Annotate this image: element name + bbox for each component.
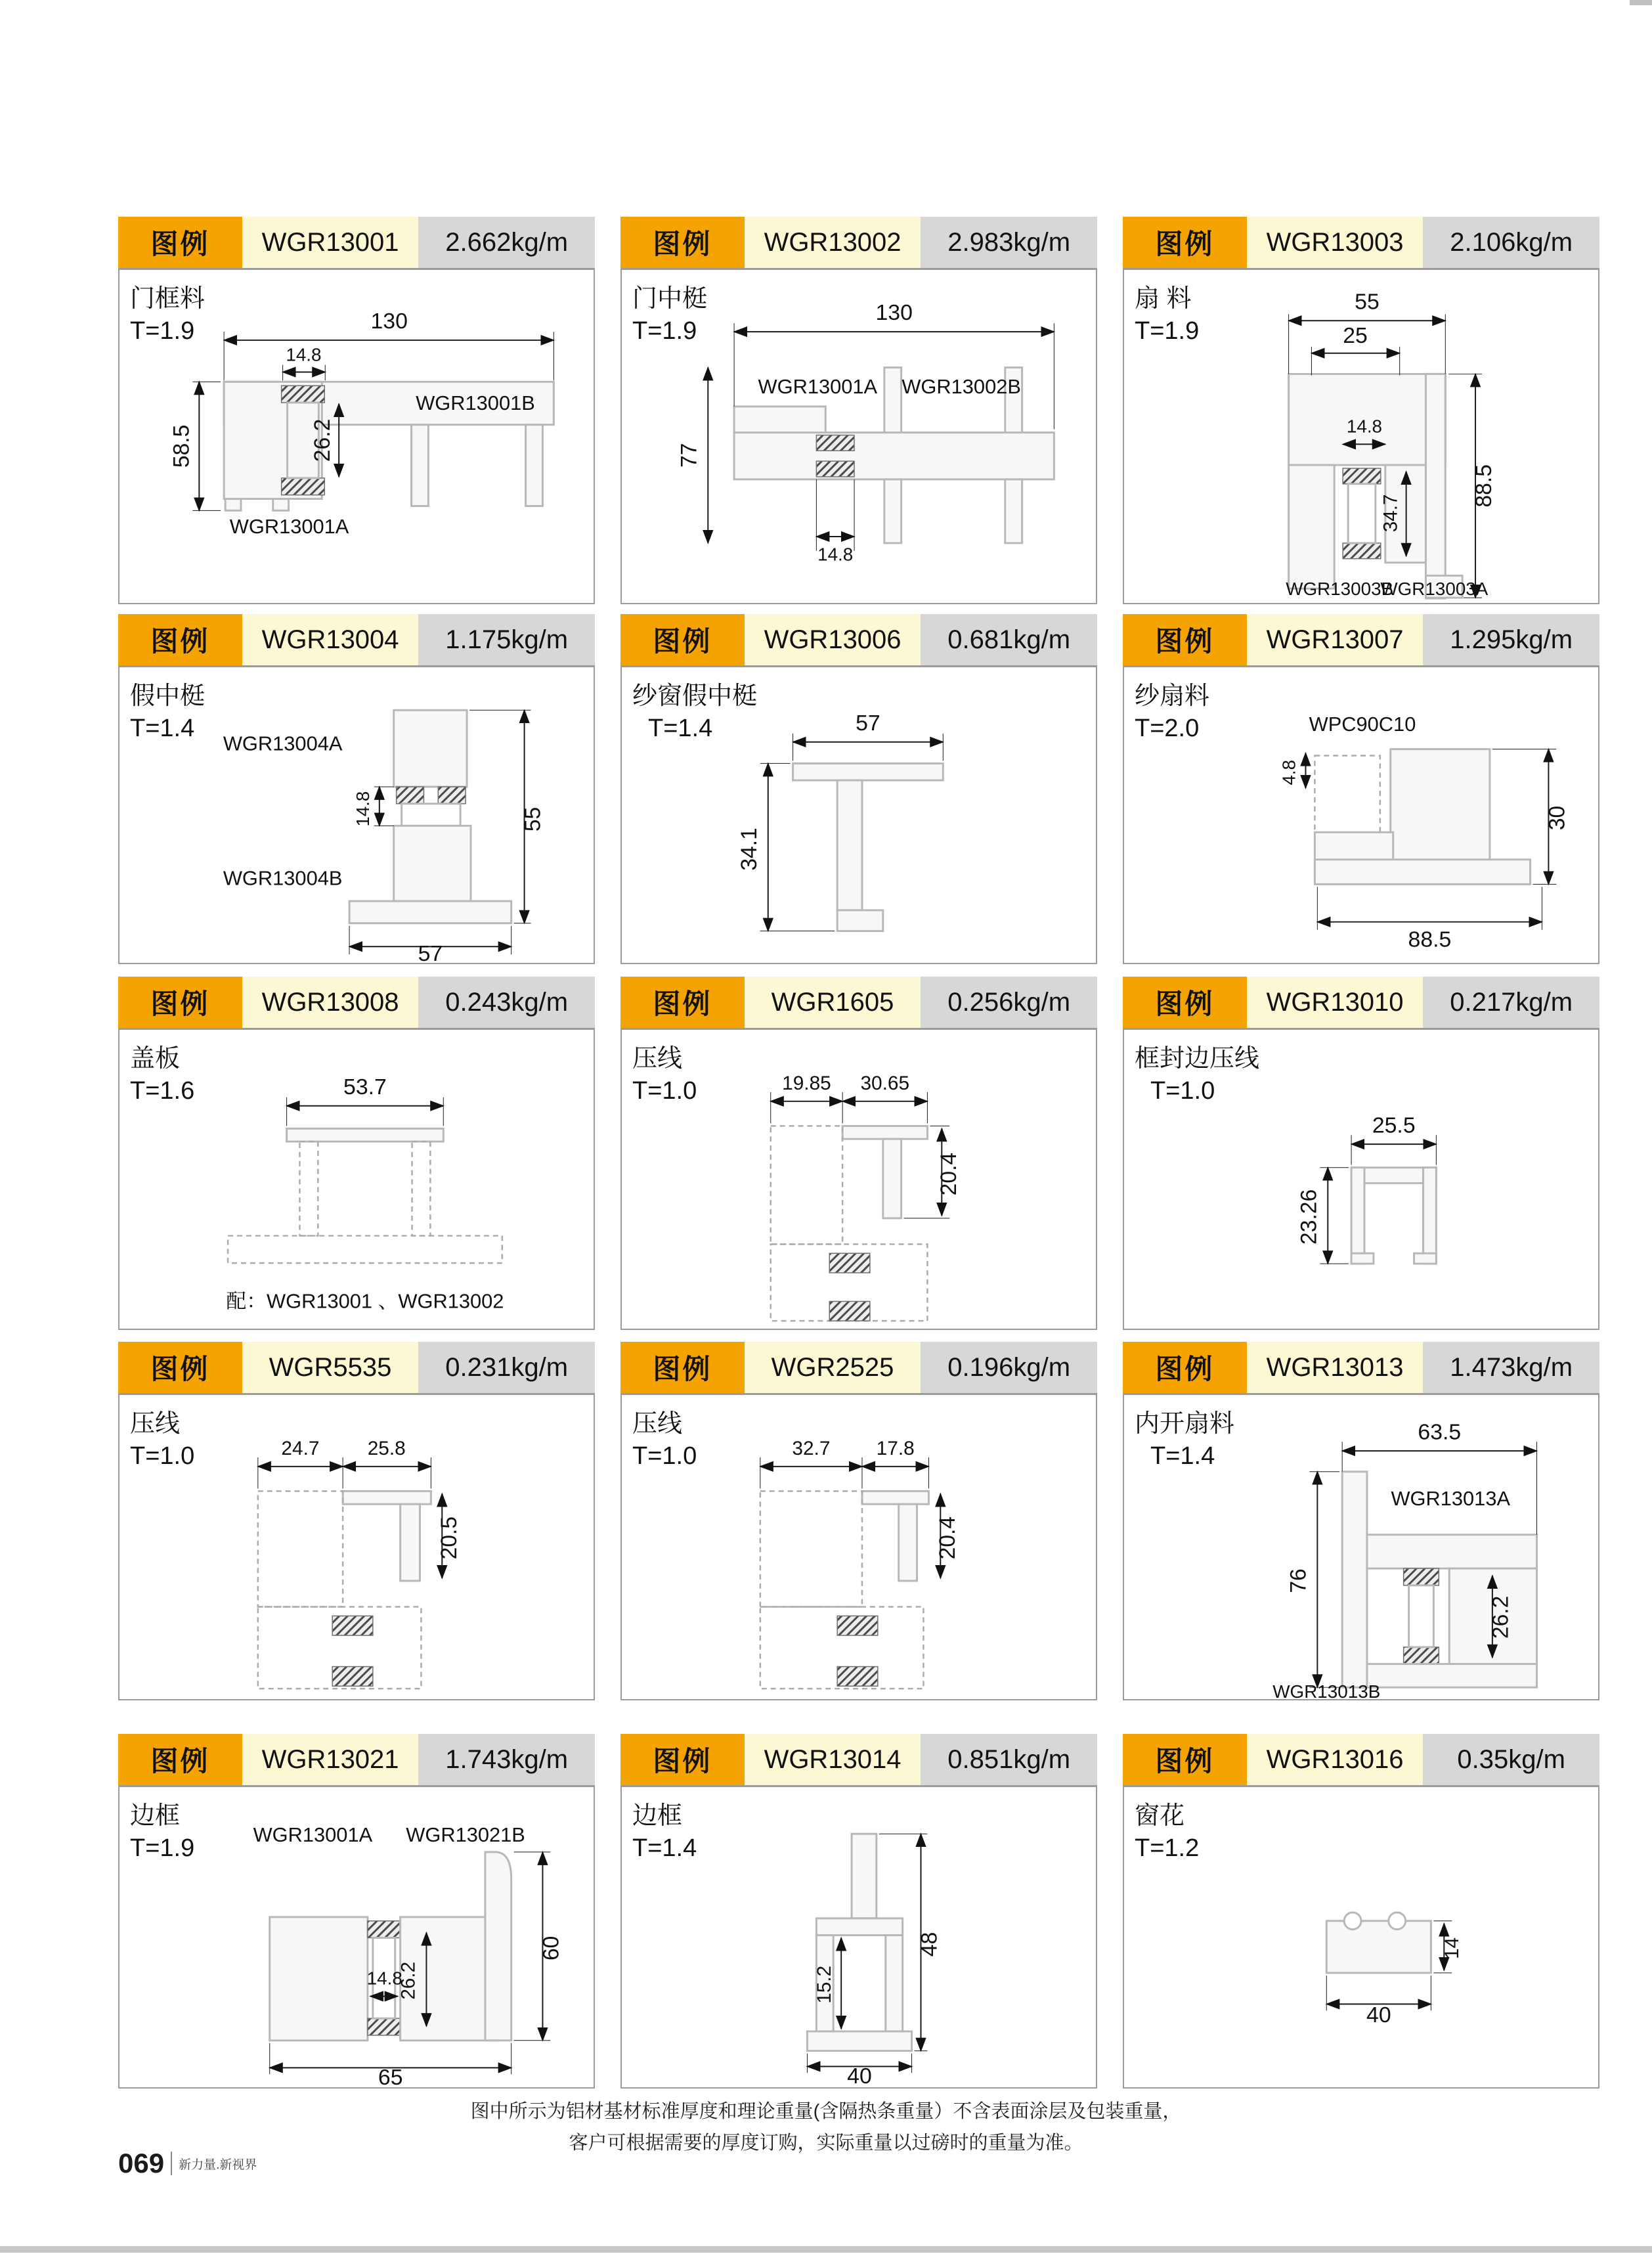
profile-weight: 1.473kg/m <box>1423 1342 1599 1393</box>
profile-code: WGR13021 <box>242 1734 419 1785</box>
dimensions <box>226 1074 504 1312</box>
footer-note-line2: 客户可根据需要的厚度订购，实际重量以过磅时的重量为准。 <box>569 2133 1083 2154</box>
profile-code: WGR13002 <box>745 217 921 268</box>
card-header <box>620 614 1097 665</box>
legend-badge: 图例 <box>620 614 745 665</box>
card-body <box>620 1785 1097 2089</box>
part-label: WGR13004A <box>223 732 343 755</box>
part-label: WGR13003B <box>1286 579 1394 600</box>
card-header <box>1123 1342 1599 1393</box>
profile-shape <box>1315 749 1530 885</box>
profile-shape <box>349 710 511 923</box>
profile-diagram-wgr13021 <box>120 1787 594 2087</box>
profile-thickness: T=1.6 <box>130 1077 195 1105</box>
profile-name: 纱窗假中梃 <box>632 682 758 710</box>
dim-label: 88.5 <box>1471 464 1496 508</box>
profile-thickness: T=1.4 <box>632 1834 697 1862</box>
profile-code: WGR13006 <box>745 614 921 665</box>
dim-label: 34.1 <box>736 828 762 871</box>
legend-badge: 图例 <box>1123 1342 1247 1393</box>
profile-card-wgr13001 <box>118 217 595 604</box>
profile-card-wgr13007 <box>1123 614 1599 964</box>
profile-diagram-wgr1605 <box>622 1030 1096 1329</box>
profile-name: 压线 <box>632 1045 683 1073</box>
profile-weight: 0.851kg/m <box>921 1734 1097 1785</box>
card-header <box>1123 1734 1599 1785</box>
profile-code: WGR13014 <box>745 1734 921 1785</box>
dim-label: 40 <box>847 2064 872 2087</box>
profile-diagram-wgr13010 <box>1124 1030 1598 1329</box>
dim-label: 65 <box>378 2065 403 2087</box>
card-header <box>620 1734 1097 1785</box>
part-label: WGR13003A <box>1380 579 1489 600</box>
dimensions <box>223 710 546 963</box>
profile-code: WGR5535 <box>242 1342 419 1393</box>
dim-label: 63.5 <box>1418 1419 1462 1445</box>
profile-thickness: T=1.0 <box>1150 1077 1215 1105</box>
dim-label: 14.8 <box>352 791 373 827</box>
profile-thickness: T=1.2 <box>1135 1834 1200 1862</box>
profile-shape <box>760 1491 929 1689</box>
profile-weight: 0.35kg/m <box>1423 1734 1599 1785</box>
dim-label: 88.5 <box>1408 927 1452 952</box>
profile-weight: 0.196kg/m <box>921 1342 1097 1393</box>
card-header <box>1123 977 1599 1028</box>
profile-thickness: T=1.9 <box>632 317 697 345</box>
page-number-divider <box>171 2152 172 2175</box>
dim-label: 19.85 <box>782 1073 831 1094</box>
page-bottom-bar <box>0 2246 1652 2253</box>
profile-code: WGR13008 <box>242 977 419 1028</box>
profile-name: 盖板 <box>130 1045 181 1073</box>
card-body <box>1123 665 1599 964</box>
card-body <box>118 1028 595 1330</box>
dim-label: 14.8 <box>366 1968 402 1989</box>
profile-card-wgr13003 <box>1123 217 1599 604</box>
card-body <box>620 665 1097 964</box>
card-body <box>620 268 1097 604</box>
profile-shape <box>1351 1168 1436 1264</box>
card-body <box>1123 1028 1599 1330</box>
profile-weight: 1.743kg/m <box>418 1734 595 1785</box>
dimensions <box>258 1438 462 1578</box>
dim-label: 60 <box>538 1936 564 1961</box>
profile-card-wgr13016 <box>1123 1734 1599 2089</box>
profile-card-wgr13021 <box>118 1734 595 2089</box>
card-body <box>1123 1785 1599 2089</box>
profile-card-wgr13010 <box>1123 977 1599 1330</box>
dim-label: 20.4 <box>936 1152 962 1196</box>
page-corner-mark <box>1630 0 1652 5</box>
pairing-caption: 配：WGR13001 、WGR13002 <box>226 1289 504 1313</box>
profile-name: 边框 <box>130 1802 181 1830</box>
card-header <box>118 977 595 1028</box>
profile-code: WGR13016 <box>1247 1734 1424 1785</box>
card-header <box>118 217 595 268</box>
legend-badge: 图例 <box>118 977 242 1028</box>
dimensions <box>760 1438 960 1578</box>
profile-card-wgr1605 <box>620 977 1097 1330</box>
page-number-block <box>118 2148 257 2179</box>
profile-diagram-wgr13008 <box>120 1030 594 1329</box>
dim-label: 26.2 <box>310 418 336 462</box>
part-label: WPC90C10 <box>1309 713 1416 736</box>
legend-badge: 图例 <box>620 1342 745 1393</box>
profile-code: WGR2525 <box>745 1342 921 1393</box>
dim-label: 30.65 <box>860 1073 910 1094</box>
profile-diagram-wgr13016 <box>1124 1787 1598 2087</box>
profile-code: WGR13010 <box>1247 977 1424 1028</box>
part-label: WGR13021B <box>406 1823 525 1847</box>
profile-name: 内开扇料 <box>1135 1410 1235 1438</box>
card-header <box>118 1342 595 1393</box>
dim-label: 25.8 <box>367 1438 406 1459</box>
dim-label: 32.7 <box>792 1438 831 1459</box>
dim-label: 58.5 <box>169 424 194 468</box>
profile-weight: 0.681kg/m <box>921 614 1097 665</box>
profile-thickness: T=1.9 <box>130 1834 195 1862</box>
profile-name: 门框料 <box>130 285 206 313</box>
profile-diagram-wgr13014 <box>622 1787 1096 2087</box>
profile-card-wgr2525 <box>620 1342 1097 1700</box>
profile-shape <box>228 1128 502 1263</box>
card-header <box>1123 217 1599 268</box>
legend-badge: 图例 <box>118 614 242 665</box>
legend-badge: 图例 <box>118 1734 242 1785</box>
part-label: WGR13001A <box>758 375 878 399</box>
profile-shape <box>807 1834 911 2050</box>
profile-thickness: T=1.0 <box>632 1442 697 1470</box>
profile-shape <box>1326 1913 1431 1973</box>
dim-label: 14.8 <box>1346 416 1383 437</box>
legend-badge: 图例 <box>1123 614 1247 665</box>
legend-badge: 图例 <box>1123 977 1247 1028</box>
dim-label: 14.8 <box>817 544 854 565</box>
dim-label: 25 <box>1343 322 1368 348</box>
profile-weight: 1.295kg/m <box>1423 614 1599 665</box>
profile-thickness: T=1.4 <box>130 715 195 742</box>
dim-label: 76 <box>1286 1568 1311 1593</box>
profile-card-wgr13008 <box>118 977 595 1330</box>
part-label: WGR13013B <box>1272 1681 1381 1699</box>
part-label: WGR13013A <box>1391 1487 1511 1511</box>
profile-shape <box>1289 374 1463 598</box>
profile-diagram-wgr13007 <box>1124 667 1598 963</box>
legend-badge: 图例 <box>118 217 242 268</box>
dim-label: 25.5 <box>1372 1113 1416 1138</box>
legend-badge: 图例 <box>620 1734 745 1785</box>
profile-card-wgr5535 <box>118 1342 595 1700</box>
card-body <box>118 1393 595 1700</box>
profile-name: 扇 料 <box>1135 285 1192 313</box>
profile-name: 压线 <box>130 1410 181 1438</box>
profile-code: WGR13004 <box>242 614 419 665</box>
profile-card-wgr13004 <box>118 614 595 964</box>
profile-card-wgr13014 <box>620 1734 1097 2089</box>
dim-label: 24.7 <box>281 1438 320 1459</box>
profile-thickness: T=1.0 <box>632 1077 697 1105</box>
card-body <box>620 1028 1097 1330</box>
dim-label: 77 <box>676 443 702 468</box>
legend-badge: 图例 <box>118 1342 242 1393</box>
profile-thickness: T=1.9 <box>1135 317 1200 345</box>
dim-label: 30 <box>1544 805 1570 831</box>
profile-code: WGR1605 <box>745 977 921 1028</box>
profile-thickness: T=1.4 <box>1150 1442 1215 1470</box>
profile-code: WGR13013 <box>1247 1342 1424 1393</box>
profile-diagram-wgr5535 <box>120 1395 594 1699</box>
card-header <box>1123 614 1599 665</box>
card-body <box>118 665 595 964</box>
dim-label: 14 <box>1441 1937 1464 1959</box>
dim-label: 55 <box>520 807 546 832</box>
profile-name: 边框 <box>632 1802 683 1830</box>
profile-name: 纱扇料 <box>1135 682 1210 710</box>
profile-shape <box>793 763 944 931</box>
part-label: WGR13001B <box>416 391 535 414</box>
card-body <box>1123 268 1599 604</box>
dim-label: 55 <box>1355 289 1380 315</box>
card-body <box>620 1393 1097 1700</box>
dim-label: 26.2 <box>1488 1595 1513 1639</box>
dim-label: 23.26 <box>1296 1189 1322 1245</box>
legend-badge: 图例 <box>1123 217 1247 268</box>
card-body <box>118 1785 595 2089</box>
dim-label: 130 <box>875 300 913 326</box>
legend-badge: 图例 <box>620 217 745 268</box>
dim-label: 53.7 <box>343 1074 387 1099</box>
dim-label: 20.5 <box>437 1516 462 1560</box>
dim-label: 14.8 <box>286 344 322 365</box>
profile-weight: 0.243kg/m <box>418 977 595 1028</box>
page-tagline: 新力量.新视界 <box>179 2158 257 2172</box>
page-number: 069 <box>118 2148 165 2179</box>
profile-shape <box>270 1852 511 2041</box>
profile-weight: 2.983kg/m <box>921 217 1097 268</box>
dim-label: 40 <box>1366 2003 1391 2028</box>
dim-label: 130 <box>370 309 408 334</box>
profile-code: WGR13007 <box>1247 614 1424 665</box>
dim-label: 57 <box>418 941 443 963</box>
profile-thickness: T=1.4 <box>648 715 713 742</box>
profile-name: 压线 <box>632 1410 683 1438</box>
dimensions <box>1296 1113 1436 1264</box>
profile-thickness: T=2.0 <box>1135 715 1200 742</box>
card-header <box>118 614 595 665</box>
profile-weight: 2.106kg/m <box>1423 217 1599 268</box>
part-label: WGR13001A <box>253 1823 373 1847</box>
dim-label: 4.8 <box>1278 759 1299 786</box>
dim-label: 57 <box>856 711 880 736</box>
part-label: WGR13001A <box>229 515 349 539</box>
profile-thickness: T=1.9 <box>130 317 195 345</box>
profile-name: 框封边压线 <box>1135 1045 1260 1073</box>
card-body <box>1123 1393 1599 1700</box>
profile-code: WGR13003 <box>1247 217 1424 268</box>
card-header <box>620 977 1097 1028</box>
profile-weight: 1.175kg/m <box>418 614 595 665</box>
legend-badge: 图例 <box>620 977 745 1028</box>
dim-label: 20.4 <box>935 1516 961 1560</box>
profile-diagram-wgr2525 <box>622 1395 1096 1699</box>
footer-note-line1: 图中所示为铝材基材标准厚度和理论重量(含隔热条重量）不含表面涂层及包装重量， <box>470 2101 1182 2122</box>
profile-name: 门中梃 <box>632 285 708 313</box>
card-header <box>118 1734 595 1785</box>
profile-weight: 0.217kg/m <box>1423 977 1599 1028</box>
part-label: WGR13004B <box>223 866 343 890</box>
card-body <box>118 268 595 604</box>
profile-diagram-wgr13006 <box>622 667 1096 963</box>
dim-label: 34.7 <box>1380 494 1402 533</box>
profile-weight: 0.256kg/m <box>921 977 1097 1028</box>
profile-card-wgr13002 <box>620 217 1097 604</box>
profile-shape <box>771 1126 928 1321</box>
profile-code: WGR13001 <box>242 217 419 268</box>
dim-label: 26.2 <box>397 1961 420 2000</box>
profile-shape <box>258 1491 431 1689</box>
card-header <box>620 217 1097 268</box>
dim-label: 15.2 <box>814 1965 836 2004</box>
card-header <box>620 1342 1097 1393</box>
profile-name: 窗花 <box>1135 1802 1185 1830</box>
profile-name: 假中梃 <box>130 682 206 710</box>
part-label: WGR13002B <box>902 375 1021 399</box>
profile-card-wgr13013 <box>1123 1342 1599 1700</box>
profile-weight: 0.231kg/m <box>418 1342 595 1393</box>
dim-label: 48 <box>917 1932 942 1957</box>
profile-diagram-wgr13013 <box>1124 1395 1598 1699</box>
profile-diagram-wgr13004 <box>120 667 594 963</box>
dimensions <box>771 1073 961 1218</box>
profile-weight: 2.662kg/m <box>418 217 595 268</box>
profile-card-wgr13006 <box>620 614 1097 964</box>
dim-label: 17.8 <box>876 1438 915 1459</box>
profile-thickness: T=1.0 <box>130 1442 195 1470</box>
legend-badge: 图例 <box>1123 1734 1247 1785</box>
